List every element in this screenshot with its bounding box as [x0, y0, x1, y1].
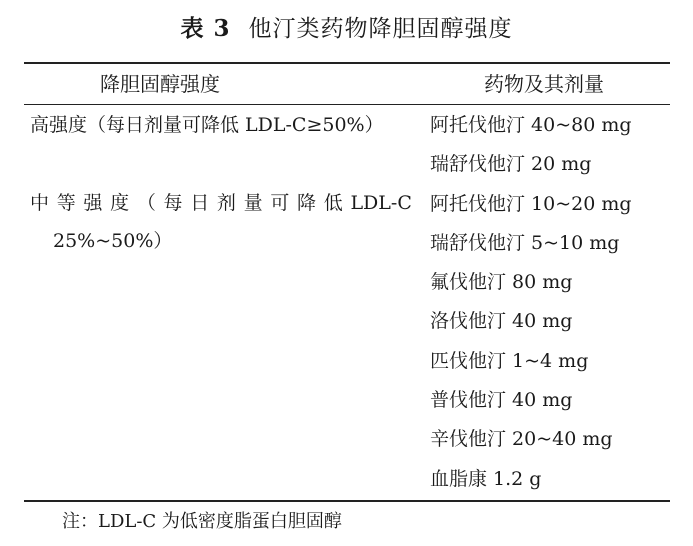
intensity-moderate-char: 低 — [323, 192, 343, 214]
drug-item: 阿托伐他汀 10~20 mg — [430, 192, 632, 215]
table-note: 注：LDL-C 为低密度脂蛋白胆固醇 — [62, 511, 342, 532]
intensity-moderate-char: 度 — [110, 192, 130, 214]
intensity-moderate-cell — [30, 184, 412, 260]
intensity-high-text: 高强度（每日剂量可降低 LDL-C≥50%） — [30, 114, 384, 136]
intensity-moderate-char: 日 — [190, 192, 210, 214]
drug-item: 血脂康 1.2 g — [430, 467, 542, 490]
intensity-moderate-char: 等 — [56, 192, 76, 214]
intensity-moderate-char: 每 — [163, 192, 183, 214]
bottom-rule — [24, 500, 670, 502]
table-title — [0, 14, 693, 44]
intensity-moderate-char: LDL-C — [350, 192, 412, 214]
intensity-moderate-char: 可 — [270, 192, 290, 214]
drug-list — [430, 106, 632, 499]
drug-item: 瑞舒伐他汀 5~10 mg — [430, 231, 620, 254]
intensity-high-cell — [30, 106, 412, 144]
top-rule — [24, 62, 670, 64]
intensity-moderate-char: 量 — [243, 192, 263, 214]
header-rule — [24, 104, 670, 105]
intensity-moderate-text — [30, 184, 412, 222]
intensity-moderate-char: 强 — [83, 192, 103, 214]
intensity-moderate-char: （ — [136, 192, 156, 214]
table-label: 表 3 — [180, 15, 231, 42]
table-caption: 他汀类药物降胆固醇强度 — [248, 16, 513, 42]
drug-item: 匹伐他汀 1~4 mg — [430, 349, 589, 372]
intensity-moderate-char: 中 — [30, 192, 50, 214]
drug-item: 洛伐他汀 40 mg — [430, 310, 573, 333]
drug-item: 普伐他汀 40 mg — [430, 389, 573, 412]
intensity-moderate-char: 降 — [297, 192, 317, 214]
header-intensity: 降胆固醇强度 — [100, 72, 220, 96]
drug-item: 阿托伐他汀 40~80 mg — [430, 114, 632, 136]
drug-item: 瑞舒伐他汀 20 mg — [430, 153, 592, 176]
drug-item: 氟伐他汀 80 mg — [430, 271, 573, 294]
drug-item: 辛伐他汀 20~40 mg — [430, 428, 613, 451]
header-drugs: 药物及其剂量 — [484, 72, 604, 96]
intensity-moderate-text-cont: 25%~50%） — [53, 230, 173, 252]
intensity-moderate-char: 剂 — [216, 192, 236, 214]
